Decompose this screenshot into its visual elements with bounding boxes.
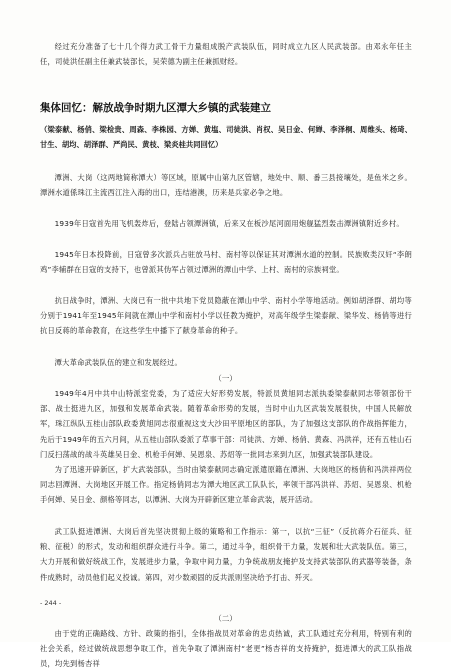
paragraph-3: 1945年日本投降前，日寇曾多次派兵占驻放马村、南村等以保证其对潭洲水道的控制。民族败类汉奸“李朗鸡”李辅群在日寇的支持下，也曾派其伪军占领过潭洲的潭山中学、上村、南村的宗族祠堂。 bbox=[40, 250, 412, 275]
section-heading-one: （一） bbox=[214, 374, 237, 383]
paragraph-9: 由于党的正确路线、方针、政策的指引，全体指战员对革命的忠贞热诚，武工队通过充分利用，特别有利的社会关系，经过做统战思想争取工作，首先争取了潭洲南村“老更”杨杏祥的支持掩护，挺进潭大的武工队指战员，均先到杨杏祥 bbox=[40, 629, 412, 669]
paragraph-4: 抗日战争时，潭洲、大岗已有一批中共地下党员隐蔽在潭山中学、南村小学等地活动。例如胡泽群、胡均等分别于1941年至1945年间就在潭山中学和南村小学以任教为掩护，对高年级学生梁泰献、梁华发、杨俏等进行抗日反蒋的革命教育，在这些学生中播下了献身革命的种子。 bbox=[40, 296, 412, 336]
page-number: - 244 - bbox=[40, 599, 62, 607]
paragraph-6: 1949年4月中共中山特派室党委，为了适应大好形势发展，特派员黄旭同志派执委梁泰献同志带领部份干部、战士挺进九区，加强和发展革命武装。随着革命形势的发展，当时中山九区武装发展很快，中国人民解放军，珠江纵队五桂山部队政委黄旭同志很重视这支大沙田平原地区的部队，为了加强这支部队的作战指挥能力，先后于1949年的五六月间，从五桂山部队委派了草事干部：司徒洪、方婵、杨俏、黄森、冯洪祥，还有五桂山石门反扫荡战的战斗英雄吴日金、机枪手何婵、吴恩泉、苏炤等一批同志来到九区，加强武装部队建设。 bbox=[40, 389, 412, 459]
paragraph-5: 潭大革命武装队伍的建立和发展经过。 bbox=[54, 358, 183, 367]
author-list: （梁泰献、杨俏、梁检贵、周森、李株园、方婵、黄塩、司徒洪、肖权、吴日金、何婵、李泽桐、周维头、杨琦、甘生、胡均、胡泽群、严尚民、黄枝、梁炎桂共同回忆） bbox=[40, 125, 412, 149]
section-heading-two: （二） bbox=[214, 614, 237, 623]
paragraph-2: 1939年日寇首先用飞机轰炸后，登陆占领潭洲镇，后来又在板沙尾河面用炮舰猛烈轰击潭洲镇附近乡村。 bbox=[54, 219, 404, 228]
intro-paragraph: 经过充分准备了七十几个得力武工骨干力量组成脱产武装队伍，同时成立九区人民武装部。由邓永年任主任，司徒洪任副主任兼武装部长，吴荣德为副主任兼抓财经。 bbox=[40, 42, 412, 67]
paragraph-7: 为了迅速开辟新区，扩大武装部队，当时由梁泰献同志确定派遣原籍在潭洲、大岗地区的杨俏和冯洪祥两位同志回潭洲、大岗地区开展工作。指定杨俏同志为潭大地区武工队队长，率领干部冯洪祥、苏炤、吴恩泉、机枪手何婵、吴日金、颜格等同志，以潭洲、大岗为开辟新区建立革命武装，展开活动。 bbox=[40, 465, 412, 505]
article-title: 集体回忆：解放战争时期九区潭大乡镇的武装建立 bbox=[40, 102, 271, 114]
paragraph-1: 潭洲、大岗（这两地简称潭大）等区域，原属中山第九区管辖，地处中、顺、番三县接壤处，是鱼米之乡。潭洲水道係珠江主流西江注入海的出口，连结港澳，历来是兵家必争之地。 bbox=[40, 173, 412, 198]
paragraph-8: 武工队挺进潭洲、大岗后首先坚决贯彻上级的策略和工作指示：第一，以抗“三征”（反抗蒋介石征兵、征粮、征税）的形式，发动和组织群众进行斗争。第二，通过斗争，组织骨干力量，发展和壮大武装队伍。第三，大力开展和做好统战工作，发展进步力量，争取中间力量，力争统战朋友掩护及支持武装部队的武器等装备，条件成熟时，动员他们起义投诚。第四，对少数顽固的反共派则坚决给予打击、歼灭。 bbox=[40, 527, 412, 582]
